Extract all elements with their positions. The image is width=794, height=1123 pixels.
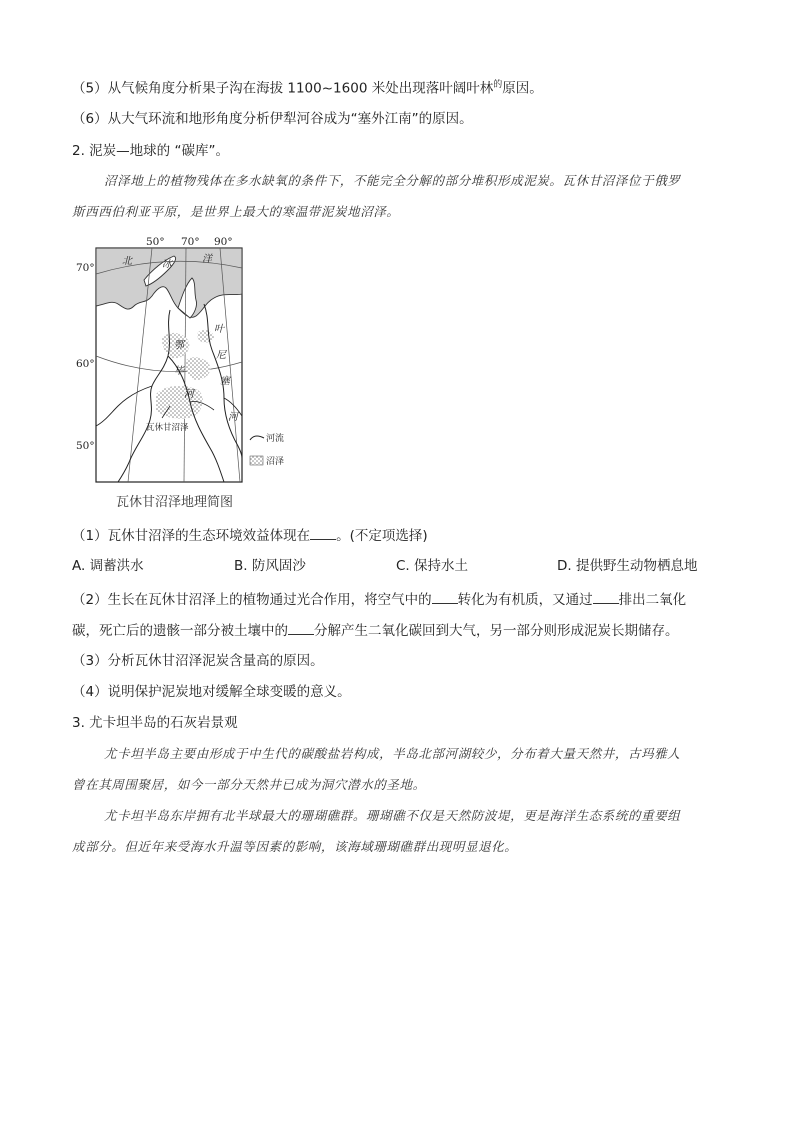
- q2-sub2-blank-1[interactable]: [432, 590, 458, 604]
- q2-sub1-text: （1）瓦休甘沼泽的生态环境效益体现在: [72, 528, 311, 544]
- q3-title: 3. 尤卡坦半岛的石灰岩景观: [72, 715, 238, 731]
- legend-river-symbol: [250, 436, 264, 440]
- q1-item-5: [72, 76, 543, 98]
- legend-marsh-symbol: [250, 456, 263, 465]
- q2-title: 2. 泥炭—地球的 “碳库”。: [72, 143, 229, 159]
- vasyugan-map: [74, 234, 304, 490]
- q2-sub2-text-e: 分解产生二氧化碳回到大气，另一部分则形成泥炭长期储存。: [314, 623, 679, 639]
- q2-sub1-end: 。(不定项选择): [336, 528, 428, 544]
- marsh-area-vasyugan: [156, 386, 203, 419]
- q1-item-5-text: （5）从气候角度分析果子沟在海拔 1100~1600 米处出现落叶阔叶林: [72, 80, 494, 97]
- lat-label-60: 60°: [76, 358, 95, 370]
- q3-para1-line-2: 曾在其周围聚居，如今一部分天然井已成为洞穴潜水的圣地。: [72, 777, 426, 792]
- yenisei-label-ye: 叶: [214, 324, 224, 335]
- ob-label-he: 河: [184, 389, 194, 400]
- q1-item-6: （6）从大气环流和地形角度分析伊犁河谷成为“塞外江南”的原因。: [72, 111, 473, 127]
- yenisei-label-he: 河: [228, 412, 238, 423]
- sea-label-bing: 冰: [162, 259, 172, 270]
- q2-sub2-text-c: 排出二氧化: [618, 592, 687, 608]
- lon-label-50: 50°: [146, 236, 165, 248]
- q3-para2-line-2: 成部分。但近年来受海水升温等因素的影响，该海域珊瑚礁群出现明显退化。: [72, 839, 518, 854]
- q2-sub2-text-d: 碳，死亡后的遗骸一部分被土壤中的: [72, 623, 288, 639]
- q1-item-5-mark: 的: [493, 80, 503, 90]
- q2-sub2-blank-3[interactable]: [288, 621, 314, 635]
- lon-label-70: 70°: [181, 236, 200, 248]
- marsh-name-label: 瓦休甘沼泽: [146, 423, 189, 433]
- map-caption: 瓦休甘沼泽地理简图: [116, 495, 234, 510]
- q2-sub2-blank-2[interactable]: [593, 590, 619, 604]
- q2-sub2-line-2: [72, 621, 679, 640]
- q3-para2-line-1: 尤卡坦半岛东岸拥有北半球最大的珊瑚礁群。珊瑚礁不仅是天然防波堤，更是海洋生态系统的重要组: [104, 808, 681, 823]
- q2-intro-line-1: 沼泽地上的植物残体在多水缺氧的条件下，不能完全分解的部分堆积形成泥炭。瓦休甘沼泽位于俄罗: [104, 173, 681, 188]
- q2-sub1: [72, 526, 428, 545]
- option-a[interactable]: A. 调蓄洪水: [72, 558, 144, 574]
- q2-intro-line-2: 斯西西伯利亚平原，是世界上最大的寒温带泥炭地沼泽。: [72, 204, 400, 219]
- lat-label-70: 70°: [76, 262, 95, 274]
- option-b[interactable]: B. 防风固沙: [234, 558, 306, 574]
- legend-river-label: 河流: [266, 434, 285, 444]
- q2-sub2-text-b: 转化为有机质，又通过: [457, 592, 593, 608]
- lat-label-50: 50°: [76, 440, 95, 452]
- q3-para1-line-1: 尤卡坦半岛主要由形成于中生代的碳酸盐岩构成，半岛北部河湖较少，分布着大量天然井，古玛雅人: [104, 746, 681, 761]
- q2-sub2-line-1: [72, 590, 686, 609]
- q1-item-5-end: 原因。: [502, 80, 543, 97]
- yenisei-label-sai: 塞: [220, 376, 230, 387]
- option-c[interactable]: C. 保持水土: [396, 558, 469, 574]
- lon-label-90: 90°: [214, 236, 233, 248]
- ob-label-bi: 毕: [174, 366, 184, 377]
- q2-sub2-text-a: （2）生长在瓦休甘沼泽上的植物通过光合作用，将空气中的: [72, 592, 432, 608]
- q2-sub4: （4）说明保护泥炭地对缓解全球变暖的意义。: [72, 684, 351, 700]
- q2-sub3: （3）分析瓦休甘沼泽泥炭含量高的原因。: [72, 653, 324, 669]
- ob-label-e: 鄂: [174, 340, 184, 351]
- q2-sub1-blank[interactable]: [310, 526, 336, 540]
- yenisei-label-ni: 尼: [216, 350, 226, 361]
- option-d[interactable]: D. 提供野生动物栖息地: [557, 558, 698, 574]
- sea-label-yang: 洋: [202, 254, 212, 265]
- sea-label-bei: 北: [122, 256, 132, 267]
- legend-marsh-label: 沼泽: [266, 457, 285, 467]
- map-legend: [250, 432, 284, 467]
